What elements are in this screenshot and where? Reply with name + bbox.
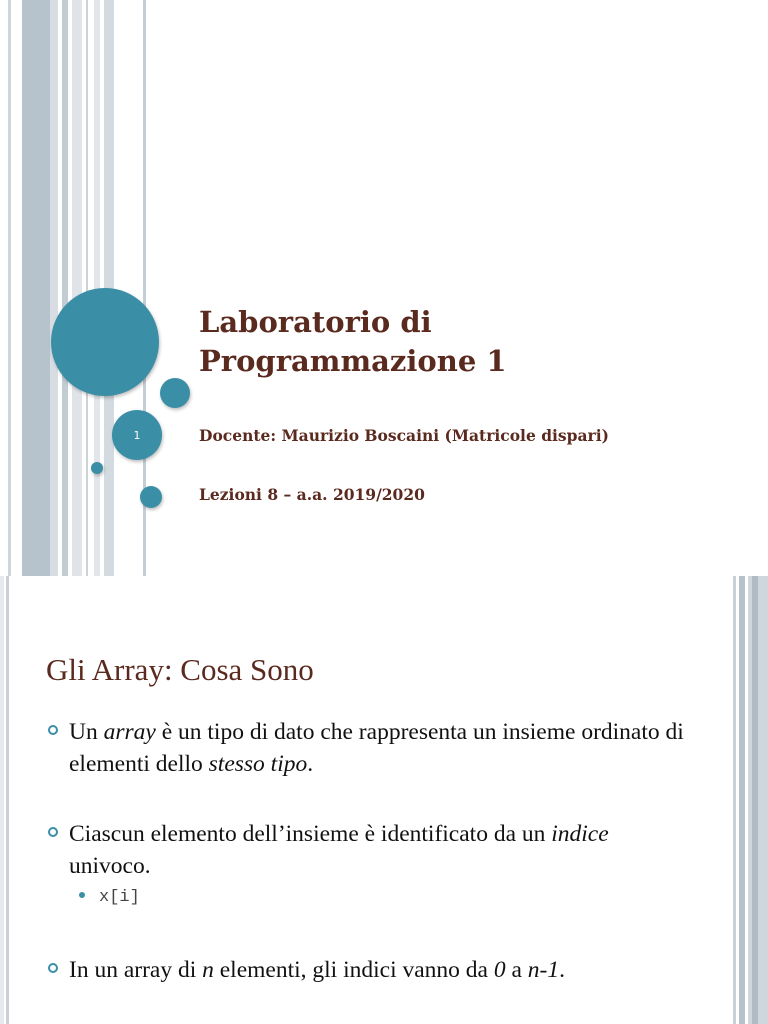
decor-stripe: [62, 0, 68, 576]
bullet-icon: [48, 963, 58, 973]
decor-stripe: [50, 0, 58, 576]
bullet-item: Un array è un tipo di dato che rappresenta un insieme ordinato di elementi dello stesso tipo.: [48, 716, 688, 780]
decor-circle-tiny: [91, 462, 103, 474]
sub-bullet-icon: [79, 892, 85, 898]
sub-bullet-item: [79, 888, 140, 907]
decor-stripe: [752, 576, 758, 1024]
bullet-icon: [48, 725, 58, 735]
decor-stripe: [22, 0, 50, 576]
bullet-icon: [48, 827, 58, 837]
bullet-item: Ciascun elemento dell’insieme è identificato da un indice univoco.: [48, 818, 688, 882]
decor-stripe: [8, 0, 11, 576]
decor-circle-small: [160, 378, 190, 408]
decor-stripe: [6, 576, 9, 1024]
bullet-item: In un array di n elementi, gli indici vanno da 0 a n-1.: [48, 954, 688, 986]
title-line: Laboratorio di: [199, 305, 432, 339]
title-line: Programmazione 1: [199, 344, 507, 378]
code-sample: x[i]: [99, 888, 140, 907]
slide-title: Gli Array: Cosa Sono: [46, 652, 314, 687]
decor-stripe: [72, 0, 82, 576]
content-slide: [0, 576, 768, 1024]
decor-stripe: [0, 576, 4, 1024]
teacher-line: Docente: Maurizio Boscaini (Matricole dispari): [199, 426, 609, 445]
lesson-line: Lezioni 8 – a.a. 2019/2020: [199, 485, 425, 504]
decor-circle-large: [51, 288, 159, 396]
decor-stripe: [748, 576, 768, 1024]
decor-stripe: [739, 576, 745, 1024]
decor-stripe: [86, 0, 88, 576]
decor-circle-small: [140, 486, 162, 508]
page-number: 1: [133, 428, 141, 442]
slide-title: [199, 303, 719, 381]
decor-stripe: [733, 576, 736, 1024]
